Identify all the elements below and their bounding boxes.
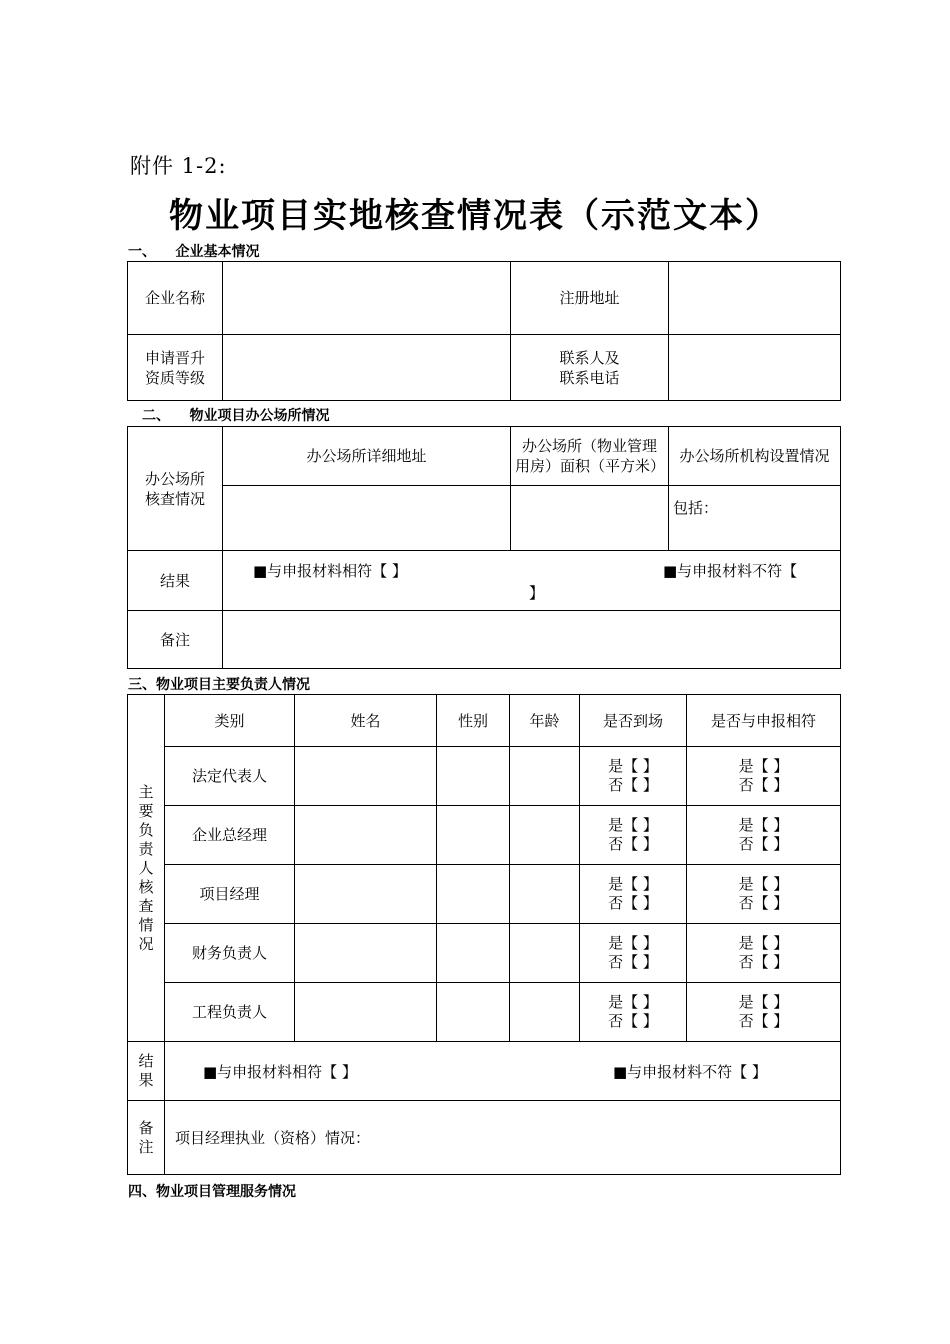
contact-label: 联系人及 联系电话 (511, 335, 669, 401)
age-field[interactable] (510, 806, 580, 865)
principals-side-label: 主 要 负 责 人 核 查 情 况 (128, 695, 165, 1042)
principals-match-checkbox[interactable]: ■与申报材料相符【 】 (203, 1063, 357, 1081)
attachment-label: 附件 1-2: (130, 154, 227, 178)
category-cell: 财务负责人 (165, 924, 295, 983)
office-remark-field[interactable] (223, 611, 841, 669)
qualification-label: 申请晋升 资质等级 (128, 335, 223, 401)
gender-field[interactable] (437, 865, 510, 924)
present-choice[interactable]: 是【 】 否【 】 (580, 865, 687, 924)
matches-choice[interactable]: 是【 】 否【 】 (687, 983, 841, 1042)
office-org-field[interactable]: 包括： (669, 486, 841, 551)
section-1-heading: 一、 企业基本情况 (128, 244, 260, 260)
page-title: 物业项目实地核查情况表（示范文本） (169, 196, 781, 236)
principals-remark-field[interactable] (165, 1101, 841, 1175)
header-matches: 是否与申报相符 (687, 695, 841, 747)
matches-choice[interactable]: 是【 】 否【 】 (687, 806, 841, 865)
present-choice[interactable]: 是【 】 否【 】 (580, 747, 687, 806)
name-field[interactable] (295, 806, 437, 865)
table-row (128, 747, 841, 806)
principals-result-label: 结 果 (128, 1042, 165, 1101)
matches-choice[interactable]: 是【 】 否【 】 (687, 924, 841, 983)
table-row (128, 983, 841, 1042)
principals-result-cell (165, 1042, 841, 1101)
name-field[interactable] (295, 747, 437, 806)
category-cell: 工程负责人 (165, 983, 295, 1042)
header-name: 姓名 (295, 695, 437, 747)
company-info-table (127, 261, 841, 401)
table-row (128, 806, 841, 865)
office-mismatch-close: 】 (529, 584, 545, 602)
name-field[interactable] (295, 983, 437, 1042)
office-match-checkbox[interactable]: ■与申报材料相符【 】 (253, 562, 407, 580)
gender-field[interactable] (437, 747, 510, 806)
gender-field[interactable] (437, 983, 510, 1042)
company-name-label: 企业名称 (128, 262, 223, 335)
category-cell: 企业总经理 (165, 806, 295, 865)
header-present: 是否到场 (580, 695, 687, 747)
principals-remark-label: 备 注 (128, 1101, 165, 1175)
section-2-heading: 二、 物业项目办公场所情况 (142, 408, 330, 424)
category-cell: 法定代表人 (165, 747, 295, 806)
section-4-heading: 四、物业项目管理服务情况 (128, 1184, 296, 1200)
office-result-cell (223, 551, 841, 611)
age-field[interactable] (510, 924, 580, 983)
office-mismatch-checkbox[interactable]: ■与申报材料不符【 (663, 562, 798, 580)
present-choice[interactable]: 是【 】 否【 】 (580, 924, 687, 983)
office-check-label: 办公场所 核查情况 (128, 427, 223, 551)
office-address-header: 办公场所详细地址 (223, 427, 511, 486)
registered-address-field[interactable] (669, 262, 841, 335)
present-choice[interactable]: 是【 】 否【 】 (580, 983, 687, 1042)
remark-text: 项目经理执业（资格）情况： (175, 1128, 371, 1147)
matches-choice[interactable]: 是【 】 否【 】 (687, 865, 841, 924)
age-field[interactable] (510, 983, 580, 1042)
present-choice[interactable]: 是【 】 否【 】 (580, 806, 687, 865)
office-org-header: 办公场所机构设置情况 (669, 427, 841, 486)
table-row (128, 924, 841, 983)
matches-choice[interactable]: 是【 】 否【 】 (687, 747, 841, 806)
gender-field[interactable] (437, 806, 510, 865)
office-address-field[interactable] (223, 486, 511, 551)
age-field[interactable] (510, 865, 580, 924)
registered-address-label: 注册地址 (511, 262, 669, 335)
gender-field[interactable] (437, 924, 510, 983)
name-field[interactable] (295, 865, 437, 924)
office-area-field[interactable] (511, 486, 669, 551)
principals-mismatch-checkbox[interactable]: ■与申报材料不符【 】 (613, 1063, 767, 1081)
name-field[interactable] (295, 924, 437, 983)
office-area-header: 办公场所（物业管理用房）面积（平方米） (511, 427, 669, 486)
section-3-heading: 三、物业项目主要负责人情况 (128, 677, 310, 693)
header-category: 类别 (165, 695, 295, 747)
company-name-field[interactable] (223, 262, 511, 335)
qualification-field[interactable] (223, 335, 511, 401)
category-cell: 项目经理 (165, 865, 295, 924)
header-gender: 性别 (437, 695, 510, 747)
contact-field[interactable] (669, 335, 841, 401)
principals-table (127, 694, 841, 1175)
table-row (128, 865, 841, 924)
header-age: 年龄 (510, 695, 580, 747)
age-field[interactable] (510, 747, 580, 806)
office-result-label: 结果 (128, 551, 223, 611)
office-table (127, 426, 841, 669)
office-remark-label: 备注 (128, 611, 223, 669)
